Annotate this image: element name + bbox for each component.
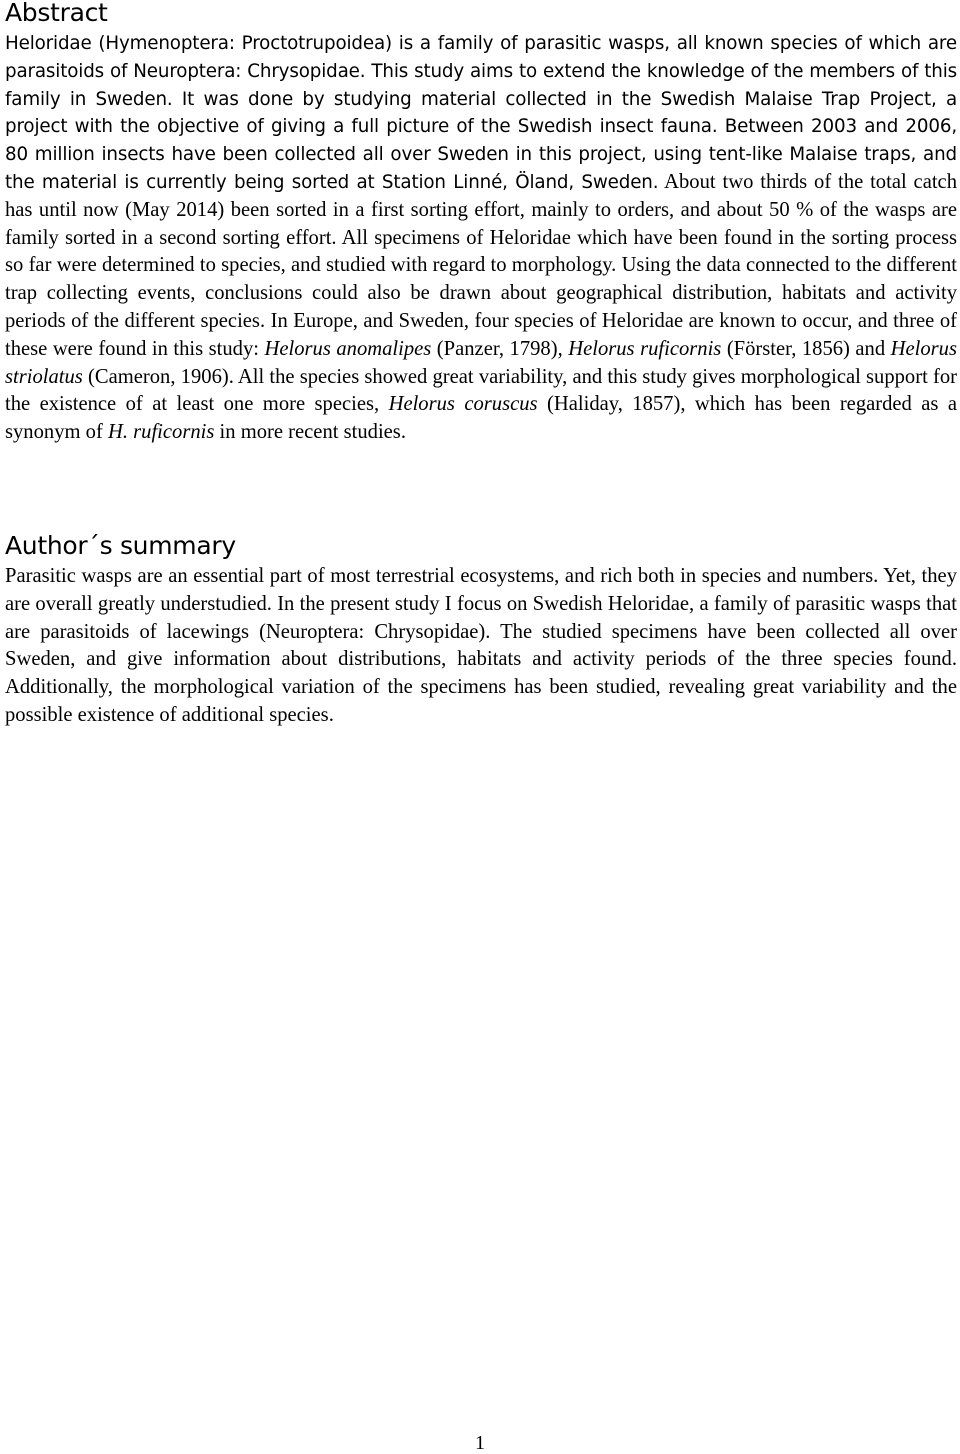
author-summary-heading: Author´s summary: [5, 531, 236, 560]
species-name: Helorus ruficornis: [568, 337, 722, 360]
abstract-text: (Panzer, 1798),: [431, 337, 569, 360]
abstract-sentence-1: Heloridae (Hymenoptera: Proctotrupoidea) is a family of parasitic wasps, all known species of which are parasitoids of Neuroptera: Chrysopidae. This study aims to extend the knowledge of the members of this family in Sweden.: [5, 33, 957, 110]
species-name: Helorus anomalipes: [264, 337, 432, 360]
page-number: 1: [475, 1432, 485, 1454]
abstract-sentence-3: About two thirds of the total catch has until now (May 2014) been sorted in a first sorting effort, mainly to orders, and about 50 % of the wasps are family sorted in a second sorting effort. All specimens of Heloridae which have been found in the sorting process so far were determined to species, and studied with regard to morphology. Using the data connected to the different trap collecting events, conclusions could also be drawn about geographical distribution, habitats and activity periods of the different species. In Europe, and Sweden, four species of Heloridae are known to occur, and three of these were found in this study:: [5, 170, 957, 360]
abstract-paragraph: [5, 30, 957, 447]
abstract-heading: Abstract: [5, 0, 108, 27]
abstract-text: (Cameron, 1906). All the species showed great variability, and this study gives morphological support for the existence of at least one more species,: [5, 365, 957, 416]
species-name: Helorus striolatus: [5, 337, 957, 388]
abstract-text: in more recent studies.: [214, 421, 406, 444]
abstract-text: (Haliday, 1857), which has been regarded as a synonym of: [5, 393, 957, 444]
author-summary-paragraph: Parasitic wasps are an essential part of most terrestrial ecosystems, and rich both in species and numbers. Yet, they are overall greatly understudied. In the present study I focus on Swedish Heloridae, a family of parasitic wasps that are parasitoids of lacewings (Neuroptera: Chrysopidae). The studied specimens have been collected all over Sweden, and give information about distributions, habitats and activity periods of the three species found. Additionally, the morphological variation of the specimens has been studied, revealing great variability and the possible existence of additional species.: [5, 565, 957, 726]
species-name: H. ruficornis: [107, 421, 215, 444]
abstract-sentence-2: It was done by studying material collected in the Swedish Malaise Trap Project, a project with the objective of giving a full picture of the Swedish insect fauna. Between 2003 and 2006, 80 million insects have been collected all over Sweden in this project, using tent-like Malaise traps, and the material is currently being sorted at Station Linné, Öland, Sweden.: [5, 88, 958, 193]
species-name: Helorus coruscus: [388, 393, 538, 416]
abstract-text: (Förster, 1856) and: [721, 337, 891, 360]
